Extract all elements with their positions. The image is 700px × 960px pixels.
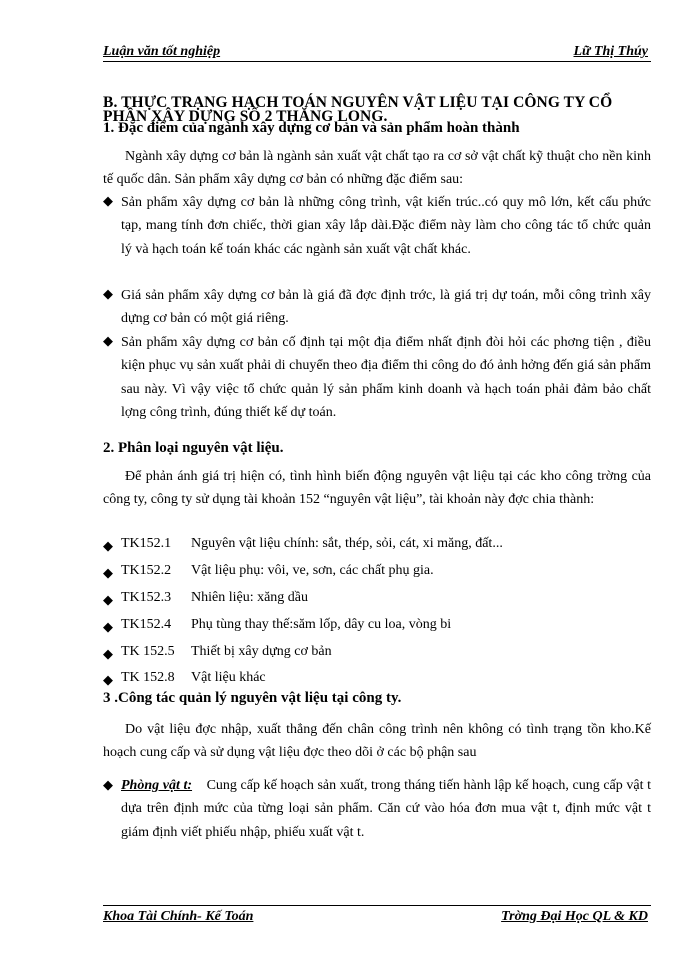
dept-label: Phòng vật t: [121,778,193,793]
account-item [121,617,451,633]
account-desc: Thiết bị xây dựng cơ bản [191,644,332,659]
header-rule [103,61,651,62]
dept-paragraph [121,774,651,844]
section-1-bullet: Giá sản phẩm xây dựng cơ bản là giá đã đợc định trớc, là giá trị dự toán, mỗi công trình xây dựng cơ bản có một giá riêng. [121,288,651,327]
section-1-heading: 1. Đặc điểm của ngành xây dựng cơ bản và sản phẩm hoàn thành [103,120,520,136]
diamond-bullet-icon: ◆ [103,565,113,580]
account-desc: Nhiên liệu: xăng dầu [191,590,309,605]
section-3-intro: Do vật liệu đợc nhập, xuất thẳng đến chân công trình nên không có tình trạng tồn kho.Kế hoạch cung cấp và sử dụng vật liệu đợc theo dõi ở các bộ phận sau [103,722,651,761]
section-title: B. THỰC TRẠNG HẠCH TOÁN NGUYÊN VẬT LIỆU TẠI CÔNG TY CỔ PHẦN XÂY DỰNG SỐ 2 THĂNG LONG. [103,94,613,125]
diamond-bullet-icon: ◆ [103,777,113,792]
account-desc: Vật liệu phụ: vôi, ve, sơn, các chất phụ gia. [191,563,434,578]
section-1-intro: Ngành xây dựng cơ bản là ngành sản xuất vật chất tạo ra cơ sở vật chất kỹ thuật cho nền kinh tế quốc dân. Sản phẩm xây dựng cơ bản có những đặc điểm sau: [103,149,651,188]
account-item [121,536,503,552]
account-item [121,670,266,686]
diamond-bullet-icon: ◆ [103,333,113,348]
diamond-bullet-icon: ◆ [103,619,113,634]
header-left: Luận văn tốt nghiệp [103,44,221,59]
dept-text: Cung cấp kế hoạch sản xuất, trong tháng tiến hành lập kế hoạch, cung cấp vật t dựa trên định mức của từng loại sản phẩm. Căn cứ vào hóa đơn mua vật t, định mức vật t giám định viết phiếu nhập, phiếu xuất vật t. [121,778,652,840]
account-item [121,590,308,606]
diamond-bullet-icon: ◆ [103,592,113,607]
section-1-bullet: Sản phẩm xây dựng cơ bản là những công trình, vật kiến trúc..có quy mô lớn, kết cấu phức tạp, mang tính đơn chiếc, thời gian xây lắp dài.Đặc điểm này làm cho công tác tổ chức quản lý và hạch toán kế toán khác các ngành sản xuất vật chất khác. [121,195,651,257]
account-desc: Nguyên vật liệu chính: sắt, thép, sỏi, cát, xi măng, đất... [191,536,503,551]
account-code: TK152.4 [121,617,172,632]
account-code: TK152.3 [121,590,172,605]
account-code: TK152.1 [121,536,172,551]
section-2-heading: 2. Phân loại nguyên vật liệu. [103,440,284,456]
account-code: TK 152.8 [121,670,175,685]
section-3-heading: 3 .Công tác quản lý nguyên vật liệu tại công ty. [103,690,402,706]
footer-right: Trờng Đại Học QL & KD [501,909,648,924]
account-item [121,563,434,579]
diamond-bullet-icon: ◆ [103,193,113,208]
account-desc: Vật liệu khác [191,670,266,685]
header-right: Lữ Thị Thúy [573,44,648,59]
diamond-bullet-icon: ◆ [103,538,113,553]
account-code: TK152.2 [121,563,172,578]
diamond-bullet-icon: ◆ [103,286,113,301]
diamond-bullet-icon: ◆ [103,646,113,661]
section-2-intro: Để phản ánh giá trị hiện có, tình hình biến động nguyên vật liệu tại các kho công trờng của công ty, công ty sử dụng tài khoản 152 “nguyên vật liệu”, tài khoản này đợc chia thành: [103,469,651,508]
footer-rule [103,905,651,906]
diamond-bullet-icon: ◆ [103,672,113,687]
account-item [121,644,332,660]
section-1-bullet: Sản phẩm xây dựng cơ bản cố định tại một địa điểm nhất định đòi hỏi các phơng tiện , điều kiện phục vụ sản xuất phải di chuyển theo địa điểm thi công do đó ảnh hởng đến giá sản phẩm sau này. Vì vậy việc tổ chức quản lý sản phẩm kinh doanh và hạch toán phải đảm bảo chất lợng công trình, đúng thiết kế dự toán. [121,335,651,420]
account-desc: Phụ tùng thay thế:săm lốp, dây cu loa, vòng bi [191,617,452,632]
footer-left: Khoa Tài Chính- Kế Toán [103,909,254,924]
account-code: TK 152.5 [121,644,175,659]
